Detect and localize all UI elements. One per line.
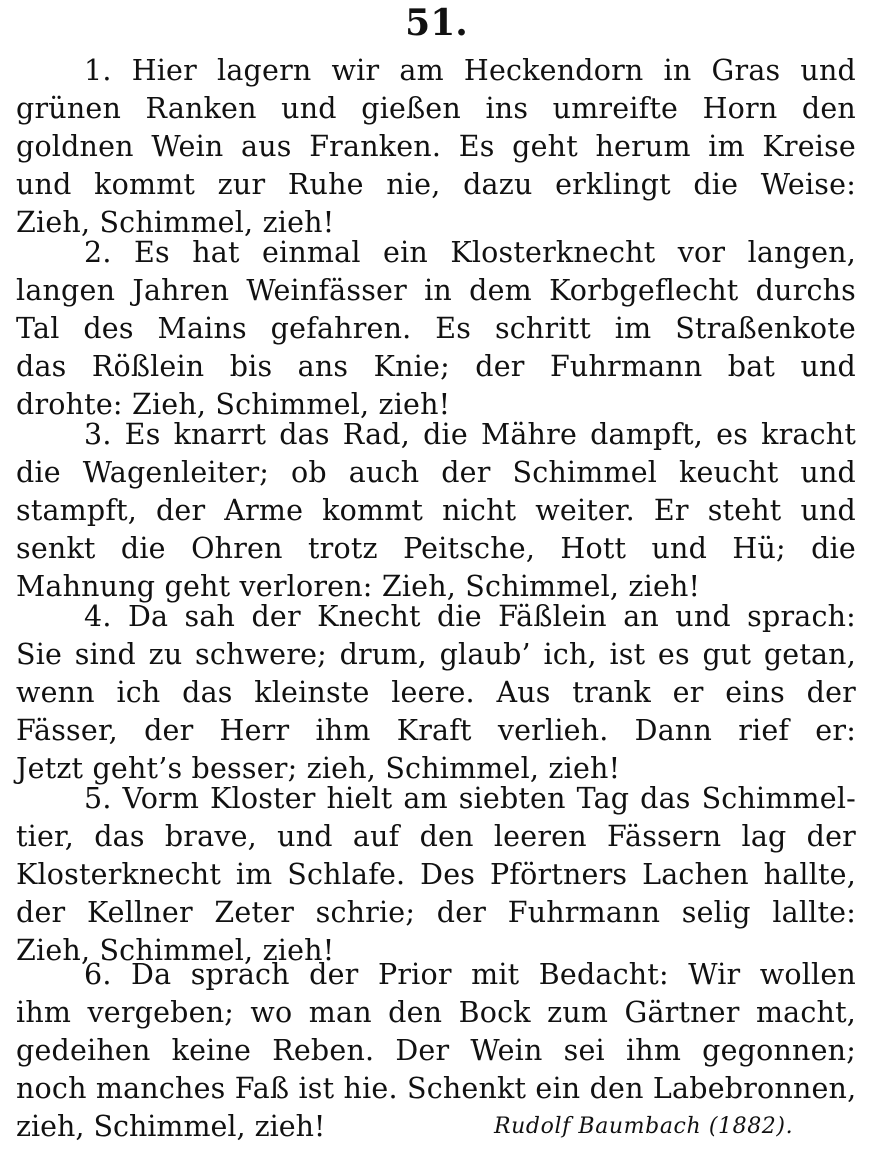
verse-6-line-3: gedeihen keine Reben. Der Wein sei ihm gegonnen; bbox=[16, 1034, 856, 1067]
verse-1-line-5: Zieh, Schimmel, zieh! bbox=[16, 206, 335, 239]
verse-5-line-1: 5. Vorm Kloster hielt am siebten Tag das Schimmel- bbox=[84, 782, 856, 815]
verse-3-line-2: die Wagenleiter; ob auch der Schimmel keucht und bbox=[16, 456, 856, 489]
verse-4-line-1: 4. Da sah der Knecht die Fäßlein an und sprach: bbox=[84, 600, 856, 633]
verse-2-line-4: das Rößlein bis ans Knie; der Fuhrmann bat und bbox=[16, 350, 856, 383]
verse-6-line-5: zieh, Schimmel, zieh! bbox=[16, 1110, 326, 1143]
verse-1-line-4: und kommt zur Ruhe nie, dazu erklingt die Weise: bbox=[16, 168, 856, 201]
verse-2-line-2: langen Jahren Weinfässer in dem Korbgeflecht durchs bbox=[16, 274, 856, 307]
verse-3-line-1: 3. Es knarrt das Rad, die Mähre dampft, es kracht bbox=[84, 418, 856, 451]
verse-5-line-3: Klosterknecht im Schlafe. Des Pförtners Lachen hallte, bbox=[16, 858, 856, 891]
verse-1-line-2: grünen Ranken und gießen ins umreifte Horn den bbox=[16, 92, 856, 125]
verse-6-line-4: noch manches Faß ist hie. Schenkt ein den Labebronnen, bbox=[16, 1072, 857, 1105]
verse-3-line-5: Mahnung geht verloren: Zieh, Schimmel, zieh! bbox=[16, 570, 701, 603]
verse-4-line-5: Jetzt geht’s besser; zieh, Schimmel, zieh! bbox=[16, 752, 621, 785]
verse-4-line-4: Fässer, der Herr ihm Kraft verlieh. Dann rief er: bbox=[16, 714, 856, 747]
verse-1-line-1: 1. Hier lagern wir am Heckendorn in Gras und bbox=[84, 54, 856, 87]
verse-4-line-3: wenn ich das kleinste leere. Aus trank er eins der bbox=[16, 676, 856, 709]
verse-2-line-5: drohte: Zieh, Schimmel, zieh! bbox=[16, 388, 451, 421]
verse-2-line-1: 2. Es hat einmal ein Klosterknecht vor langen, bbox=[84, 236, 856, 269]
author-signature: Rudolf Baumbach (1882). bbox=[494, 1114, 794, 1139]
verse-5-line-2: tier, das brave, und auf den leeren Fässern lag der bbox=[16, 820, 856, 853]
verse-3-line-3: stampft, der Arme kommt nicht weiter. Er steht und bbox=[16, 494, 856, 527]
verse-4-line-2: Sie sind zu schwere; drum, glaub’ ich, ist es gut getan, bbox=[16, 638, 856, 671]
verse-5-line-4: der Kellner Zeter schrie; der Fuhrmann selig lallte: bbox=[16, 896, 856, 929]
verse-6-final-line bbox=[16, 1108, 856, 1146]
verse-6-line-1: 6. Da sprach der Prior mit Bedacht: Wir wollen bbox=[84, 958, 856, 991]
verse-1-line-3: goldnen Wein aus Franken. Es geht herum im Kreise bbox=[16, 130, 856, 163]
verse-3-line-4: senkt die Ohren trotz Peitsche, Hott und Hü; die bbox=[16, 532, 856, 565]
song-number: 51. bbox=[405, 2, 468, 44]
verse-2-line-3: Tal des Mains gefahren. Es schritt im Straßenkote bbox=[16, 312, 856, 345]
verse-5-line-5: Zieh, Schimmel, zieh! bbox=[16, 934, 335, 967]
verse-6-line-2: ihm vergeben; wo man den Bock zum Gärtner macht, bbox=[16, 996, 856, 1029]
